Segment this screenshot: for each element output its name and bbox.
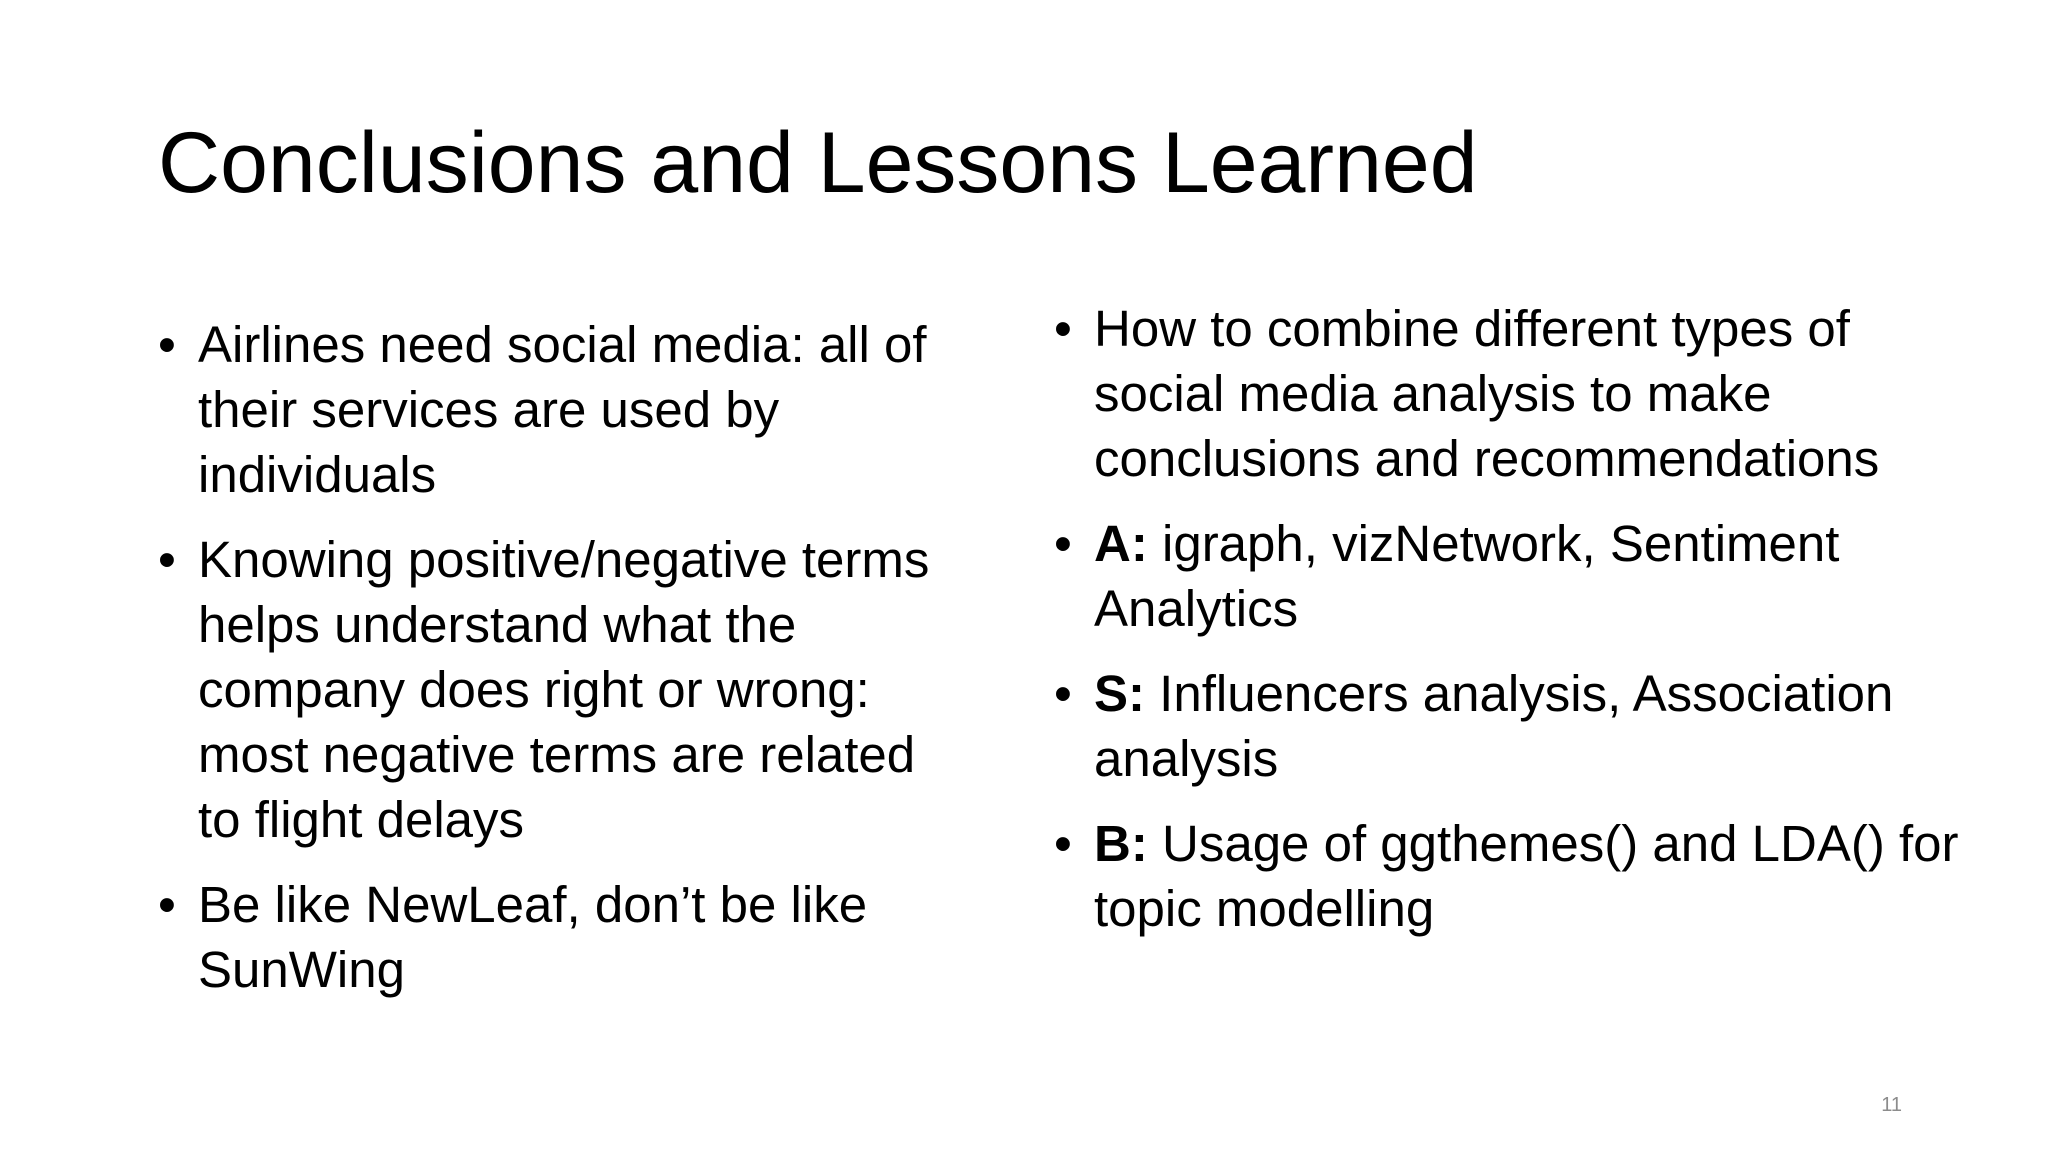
- left-bullet-list: [158, 312, 958, 1022]
- right-bullet-list: [1054, 296, 1994, 961]
- bullet-text: Influencers analysis, Association analysis: [1094, 665, 1894, 787]
- bullet-text: Airlines need social media: all of their services are used by individuals: [198, 316, 927, 503]
- bullet-text: How to combine different types of social media analysis to make conclusions and recommendations: [1094, 300, 1880, 487]
- bullet-text: igraph, vizNetwork, Sentiment Analytics: [1094, 515, 1840, 637]
- bullet-item: [1054, 661, 1994, 791]
- bullet-prefix: A:: [1094, 515, 1148, 572]
- bullet-prefix: S:: [1094, 665, 1145, 722]
- bullet-icon: •: [158, 876, 176, 933]
- bullet-icon: •: [1054, 300, 1072, 357]
- bullet-text: Be like NewLeaf, don’t be like SunWing: [198, 876, 868, 998]
- bullet-item: [158, 527, 958, 852]
- bullet-item: [1054, 811, 1994, 941]
- bullet-text: Usage of ggthemes() and LDA() for topic modelling: [1094, 815, 1959, 937]
- slide-title: Conclusions and Lessons Learned: [158, 115, 1478, 211]
- bullet-icon: •: [1054, 815, 1072, 872]
- page-number: 11: [1881, 1094, 1902, 1116]
- bullet-item: [158, 312, 958, 507]
- bullet-text: Knowing positive/negative terms helps understand what the company does right or wrong: most negative terms are related to flight delays: [198, 531, 930, 848]
- bullet-item: [1054, 511, 1994, 641]
- bullet-item: [158, 872, 958, 1002]
- bullet-icon: •: [1054, 665, 1072, 722]
- bullet-icon: •: [1054, 515, 1072, 572]
- bullet-item: [1054, 296, 1994, 491]
- bullet-prefix: B:: [1094, 815, 1148, 872]
- bullet-icon: •: [158, 531, 176, 588]
- bullet-icon: •: [158, 316, 176, 373]
